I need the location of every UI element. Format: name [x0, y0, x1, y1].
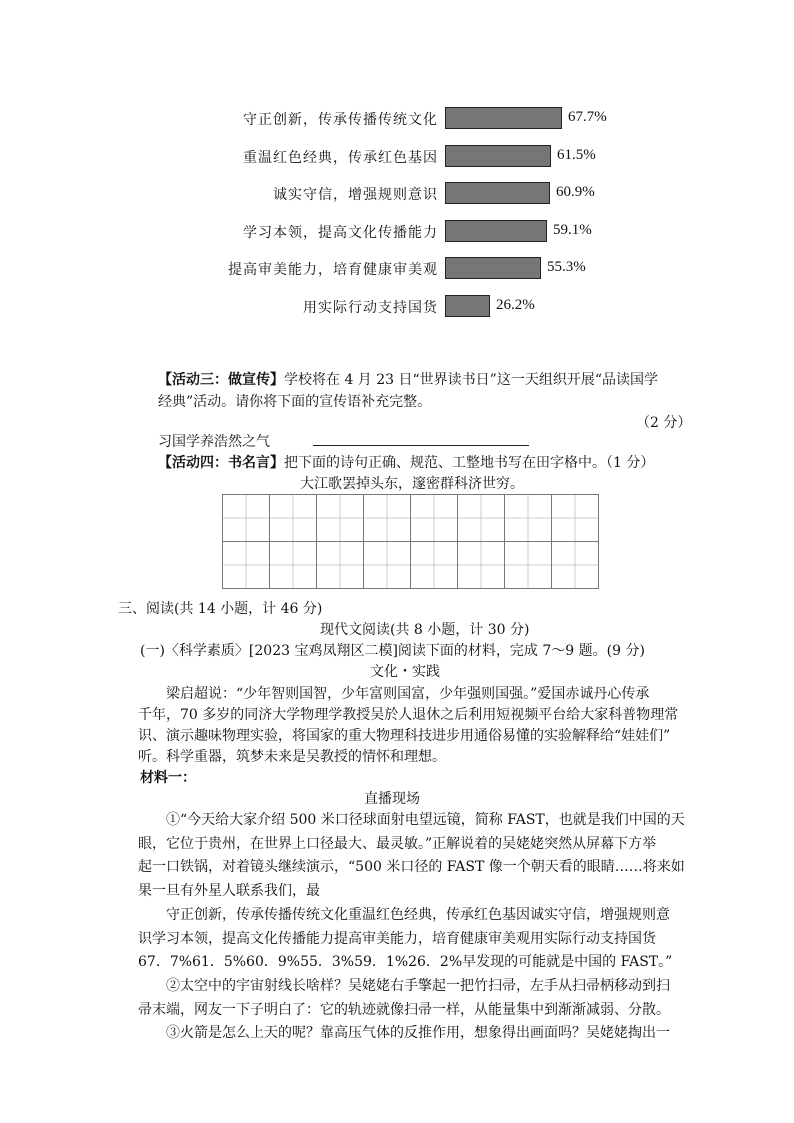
bar: [445, 107, 562, 129]
grid-cell[interactable]: [364, 495, 411, 542]
question-intro: (一)〈科学素质〉[2023 宝鸡凤翔区二模]阅读下面的材料，完成 7～9 题。(9 分): [140, 643, 645, 659]
bar: [445, 145, 551, 167]
grid-cell[interactable]: [223, 542, 270, 589]
bar-label: 守正创新，传承传播传统文化: [243, 112, 438, 128]
material1-label: 材料一：: [140, 770, 196, 786]
activity4-text: 把下面的诗句正确、规范、工整地书写在田字格中。（1 分）: [284, 455, 655, 471]
material1-line: ③火箭是怎么上天的呢？靠高压气体的反推作用，想象得出画面吗？吴姥姥掏出一: [166, 1025, 670, 1042]
bar: [445, 220, 547, 242]
activity3-text1: 学校将在 4 月 23 日“世界读书日”这一天组织开展“品读国学: [284, 372, 658, 388]
bar-label: 重温红色经典，传承红色基因: [243, 149, 438, 166]
bar-label: 用实际行动支持国货: [303, 300, 438, 316]
bar-value-label: 26.2%: [496, 297, 535, 313]
bar-value-label: 55.3%: [547, 259, 586, 276]
section3-sub: 现代文阅读(共 8 小题，计 30 分): [320, 622, 530, 638]
material1-line: 帚末端，网友一下子明白了：它的轨迹就像扫帚一样，从能量集中到渐渐减弱、分散。: [138, 1001, 670, 1018]
grid-cell[interactable]: [458, 542, 505, 589]
bar: [445, 257, 541, 279]
bar: [445, 295, 490, 317]
passage-title: 文化・实践: [370, 664, 440, 680]
grid-cell[interactable]: [411, 495, 458, 542]
activity3-slogan: 习国学养浩然之气: [158, 434, 270, 450]
material1-line: 果一旦有外星人联系我们，最: [138, 883, 320, 900]
section3-heading: 三、阅读(共 14 小题，计 46 分): [118, 601, 323, 617]
material1-line: 守正创新，传承传播传统文化重温红色经典，传承红色基因诚实守信，增强规则意: [166, 906, 670, 923]
grid-cell[interactable]: [552, 495, 599, 542]
grid-cell[interactable]: [552, 542, 599, 589]
bar-value-label: 60.9%: [556, 184, 595, 201]
activity4-label: 【活动四：书名言】: [158, 455, 284, 471]
bar-value-label: 59.1%: [553, 221, 592, 238]
answer-blank[interactable]: [313, 445, 529, 446]
intro-line: 识、演示趣味物理实验，将国家的重大物理科技进步用通俗易懂的实验解释给“娃娃们”: [138, 728, 671, 744]
grid-cell[interactable]: [364, 542, 411, 589]
activity3-line1: [118, 368, 678, 392]
material1-title: 直播现场: [364, 791, 420, 807]
material1-line: ②太空中的宇宙射线长啥样？吴姥姥右手擎起一把竹扫帚，左手从扫帚柄移动到扫: [166, 977, 670, 994]
grid-cell[interactable]: [458, 495, 505, 542]
grid-cell[interactable]: [270, 495, 317, 542]
bar-label: 诚实守信，增强规则意识: [273, 187, 438, 204]
bar-value-label: 67.7%: [568, 109, 607, 125]
grid-cell[interactable]: [317, 542, 364, 589]
grid-cell[interactable]: [317, 495, 364, 542]
bar-label: 提高审美能力，培育健康审美观: [228, 262, 438, 279]
bar: [445, 182, 550, 204]
activity4-line: [158, 452, 654, 472]
grid-cell[interactable]: [411, 542, 458, 589]
activity4-poem: 大江歌罢掉头东，邃密群科济世穷。: [300, 476, 524, 492]
intro-line: 听。科学重器，筑梦未来是吴教授的情怀和理想。: [138, 749, 446, 765]
intro-line: 梁启超说：“少年智则国智，少年富则国富，少年强则国强。”爱国赤诚丹心传承: [166, 686, 650, 702]
material1-line: 67．7%61．5%60．9%55．3%59．1%26．2%早发现的可能就是中国的 FAST。”: [138, 954, 673, 971]
grid-cell[interactable]: [505, 495, 552, 542]
bar-value-label: 61.5%: [557, 146, 596, 163]
material1-line: 识学习本领，提高文化传播能力提高审美能力，培育健康审美观用实际行动支持国货: [138, 930, 656, 947]
activity3-label: 【活动三：做宣传】: [158, 372, 284, 388]
material1-line: ①“今天给大家介绍 500 米口径球面射电望远镜，简称 FAST，也就是我们中国的天: [166, 812, 685, 828]
activity3-text2: 经典”活动。请你将下面的宣传语补充完整。: [158, 394, 432, 410]
activity3-score: （2 分）: [636, 415, 692, 431]
grid-cell[interactable]: [505, 542, 552, 589]
material1-line: 眼，它位于贵州，在世界上口径最大、最灵敏。”正解说着的吴姥姥突然从屏幕下方举: [138, 835, 657, 852]
intro-line: 千年，70 多岁的同济大学物理学教授吴於人退休之后利用短视频平台给大家科普物理常: [138, 707, 679, 723]
material1-line: 起一口铁锅，对着镜头继续演示，“500 米口径的 FAST 像一个朝天看的眼睛……将来如: [138, 859, 685, 876]
grid-cell[interactable]: [223, 495, 270, 542]
tianzi-grid[interactable]: [222, 494, 599, 589]
bar-label: 学习本领，提高文化传播能力: [243, 224, 438, 241]
grid-cell[interactable]: [270, 542, 317, 589]
